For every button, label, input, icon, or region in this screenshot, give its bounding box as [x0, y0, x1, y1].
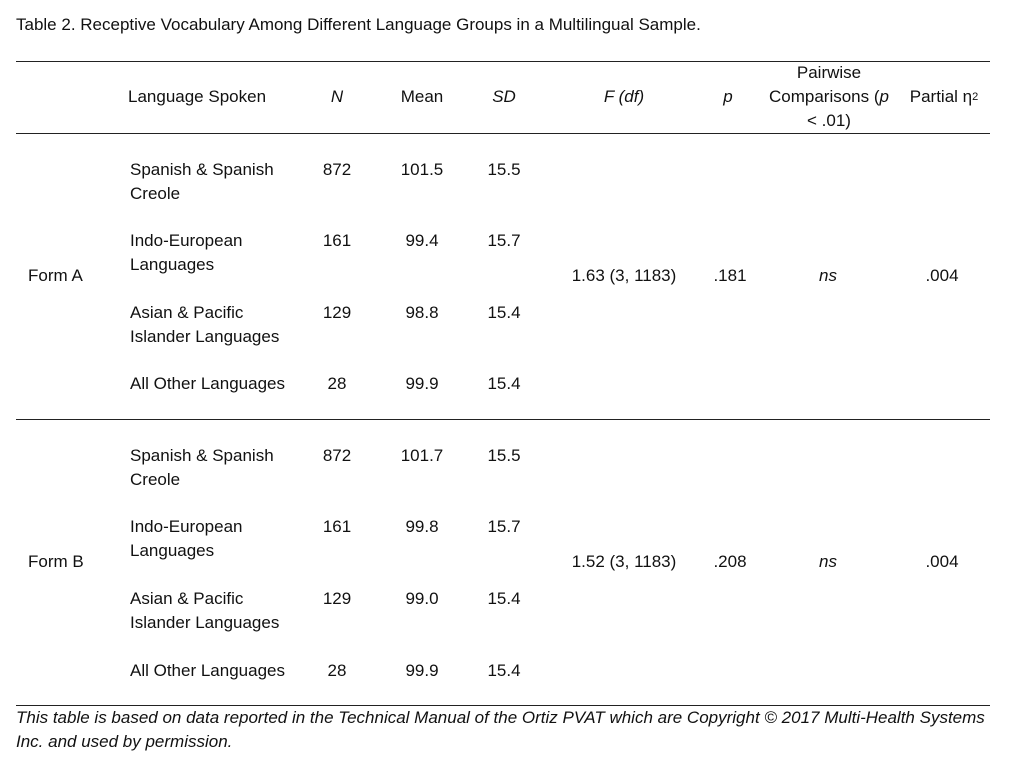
- cell-mean: 99.9: [405, 374, 439, 393]
- cell-n: 28: [327, 661, 347, 680]
- header-pairwise-line1: Pairwise: [796, 63, 862, 82]
- cell-eta: .004: [925, 552, 959, 571]
- cell-n: 872: [322, 446, 352, 465]
- cell-language: Spanish & Spanish Creole: [130, 160, 274, 203]
- cell-n: 129: [322, 589, 352, 608]
- cell-language: Indo-European Languages: [130, 231, 243, 274]
- header-pairwise-line2a: Comparisons (: [768, 87, 880, 106]
- cell-n: 129: [322, 303, 352, 322]
- header-pairwise-p: p: [879, 87, 889, 106]
- form-label: Form A: [28, 266, 83, 285]
- cell-language: All Other Languages: [130, 374, 285, 393]
- group-form-b: [16, 419, 990, 705]
- table-note: This table is based on data reported in the Technical Manual of the Ortiz PVAT which are Copyright © 2017 Multi-Health Systems Inc. and used by permission.: [16, 708, 985, 751]
- cell-p: .208: [713, 552, 747, 571]
- cell-sd: 15.5: [487, 446, 521, 465]
- cell-sd: 15.7: [487, 517, 521, 536]
- header-n: N: [330, 87, 344, 106]
- cell-eta: .004: [925, 266, 959, 285]
- header-mean: Mean: [400, 87, 444, 106]
- cell-sd: 15.5: [487, 160, 521, 179]
- header-eta: Partial η 2: [898, 62, 990, 132]
- cell-language: All Other Languages: [130, 661, 285, 680]
- header-eta-label: Partial η: [909, 87, 973, 106]
- cell-pairwise: ns: [819, 266, 837, 285]
- cell-mean: 99.8: [405, 517, 439, 536]
- header-sd: SD: [492, 87, 516, 106]
- cell-n: 28: [327, 374, 347, 393]
- cell-mean: 101.7: [400, 446, 444, 465]
- cell-mean: 99.0: [405, 589, 439, 608]
- cell-f-df: 1.52 (3, 1183): [571, 552, 677, 571]
- cell-n: 161: [322, 231, 352, 250]
- cell-language: Asian & Pacific Islander Languages: [130, 589, 280, 632]
- cell-mean: 99.9: [405, 661, 439, 680]
- cell-language: Spanish & Spanish Creole: [130, 446, 274, 489]
- cell-mean: 99.4: [405, 231, 439, 250]
- header-pairwise: [764, 62, 894, 132]
- cell-language: Asian & Pacific Islander Languages: [130, 303, 280, 346]
- cell-sd: 15.4: [487, 303, 521, 322]
- cell-language: Indo-European Languages: [130, 517, 243, 560]
- form-label: Form B: [28, 552, 84, 571]
- cell-sd: 15.4: [487, 661, 521, 680]
- cell-n: 161: [322, 517, 352, 536]
- table-caption: Table 2. Receptive Vocabulary Among Different Language Groups in a Multilingual Sample.: [16, 15, 701, 34]
- header-f-df: [554, 62, 694, 132]
- cell-pairwise: ns: [819, 552, 837, 571]
- group-form-a: [16, 133, 990, 419]
- cell-sd: 15.7: [487, 231, 521, 250]
- cell-p: .181: [713, 266, 747, 285]
- cell-mean: 98.8: [405, 303, 439, 322]
- cell-f-df: 1.63 (3, 1183): [571, 266, 677, 285]
- cell-n: 872: [322, 160, 352, 179]
- header-language: Language Spoken: [128, 87, 267, 106]
- header-pairwise-line3: < .01): [807, 111, 851, 130]
- cell-sd: 15.4: [487, 589, 521, 608]
- header-f-df-label: F (df): [603, 87, 645, 106]
- header-pairwise-line2: [769, 85, 889, 109]
- cell-sd: 15.4: [487, 374, 521, 393]
- header-p: p: [723, 87, 733, 106]
- cell-mean: 101.5: [400, 160, 444, 179]
